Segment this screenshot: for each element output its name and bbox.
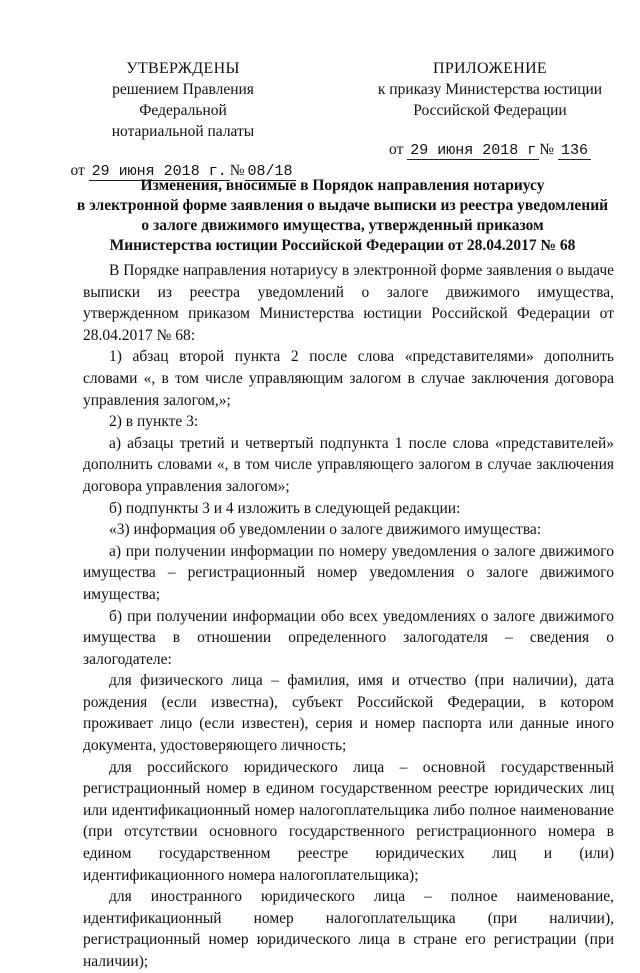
approval-line-1: решением Правления Федеральной bbox=[112, 81, 254, 119]
paragraph: а) при получении информации по номеру уведомления о залоге движимого имущества – регистрационный номер уведомления о залоге движимого имущества; bbox=[83, 542, 614, 603]
appendix-line-2: Российской Федерации bbox=[413, 102, 567, 119]
approval-number: 08/18 bbox=[245, 163, 296, 181]
title-line: о залоге движимого имущества, утвержденный приказом bbox=[141, 217, 544, 234]
approval-date-prefix: от bbox=[70, 162, 85, 179]
approval-line-2: нотариальной палаты bbox=[111, 123, 255, 140]
paragraph: для физического лица – фамилия, имя и отчество (при наличии), дата рождения (если известна), субъект Российской Федерации, в котором проживает лицо (если известен), серия и номер паспорта или данные иного документа, удостоверяющего личность; bbox=[83, 672, 614, 755]
appendix-heading: ПРИЛОЖЕНИЕ bbox=[432, 60, 547, 77]
paragraph: для российского юридического лица – основной государственный регистрационный номер в едином государственном реестре юридических лиц или идентификационный номер налогоплательщика либо полное наименование (при отсутствии основного государственного регистрационного номера в едином государственном реестре юридических лиц и (или) идентификационного номера налогоплательщика); bbox=[83, 758, 614, 884]
approval-number-prefix: № bbox=[229, 162, 245, 179]
paragraph: 1) абзац второй пункта 2 после слова «представителями» дополнить словами «, в том числе управляющим залогом в случае заключения договора управления залогом,»; bbox=[83, 348, 614, 409]
paragraph: а) абзацы третий и четвертый подпункта 1 после слова «представителей» дополнить словами «, в том числе управляющего залогом в случае заключения договора управления залогом»; bbox=[83, 434, 614, 495]
appendix-date-prefix: от bbox=[389, 141, 404, 158]
appendix-date-line bbox=[365, 139, 615, 161]
paragraph: для иностранного юридического лица – полное наименование, идентификационный номер налогоплательщика (при наличии), регистрационный номер юридического лица в стране его регистрации (при наличии); bbox=[83, 888, 614, 970]
appendix-block bbox=[365, 58, 615, 161]
appendix-number: 136 bbox=[558, 142, 591, 160]
document-title bbox=[70, 176, 615, 256]
document-body bbox=[83, 260, 614, 973]
appendix-line-1: к приказу Министерства юстиции bbox=[377, 81, 603, 98]
appendix-number-prefix: № bbox=[539, 141, 555, 158]
approval-date: 29 июня 2018 г. bbox=[89, 163, 230, 181]
title-line: в электронной форме заявления о выдаче выписки из реестра уведомлений bbox=[76, 197, 609, 214]
paragraph: б) подпункты 3 и 4 изложить в следующей редакции: bbox=[109, 499, 461, 517]
paragraph: В Порядке направления нотариусу в электронной форме заявления о выдаче выписки из реестра уведомлений о залоге движимого имущества, утвержденном приказом Министерства юстиции Российской Федерации от 28.04.2017 № 68: bbox=[83, 262, 614, 344]
approval-heading: УТВЕРЖДЕНЫ bbox=[126, 60, 240, 77]
appendix-date: 29 июня 2018 г bbox=[407, 142, 539, 160]
paragraph: б) при получении информации обо всех уведомлениях о залоге движимого имущества в отношении определенного залогодателя – сведения о залогодателе: bbox=[83, 607, 614, 668]
title-line: Министерства юстиции Российской Федерации от 28.04.2017 № 68 bbox=[109, 237, 576, 254]
approval-block bbox=[70, 58, 296, 182]
paragraph: «3) информация об уведомлении о залоге движимого имущества: bbox=[109, 521, 542, 539]
paragraph: 2) в пункте 3: bbox=[109, 413, 199, 431]
title-line: Изменения, вносимые в Порядок направления нотариусу bbox=[140, 177, 545, 194]
